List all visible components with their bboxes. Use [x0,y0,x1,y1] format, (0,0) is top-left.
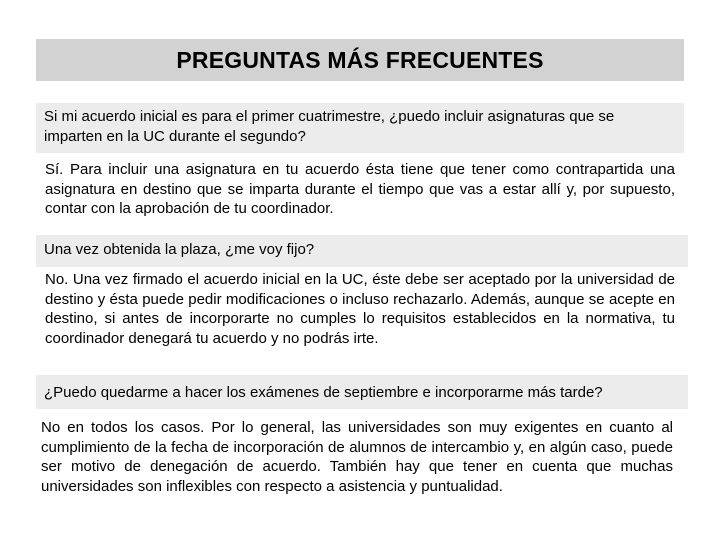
faq-answer-2-text: No. Una vez firmado el acuerdo inicial en la UC, éste debe ser aceptado por la universidad de destino y ésta puede pedir modificaciones o incluso rechazarlo. Además, aunque se acepte en destino, si antes de incorporarte no cumples lo requisitos establecidos en la normativa, tu coordinador denegará tu acuerdo y no podrás irte. [45,271,675,347]
faq-question-2 [36,235,688,267]
faq-question-1-text: Si mi acuerdo inicial es para el primer cuatrimestre, ¿puedo incluir asignaturas que se imparten en la UC durante el segundo? [44,108,615,145]
faq-answer-1-text: Sí. Para incluir una asignatura en tu acuerdo ésta tiene que tener como contrapartida una asignatura en destino que se imparta durante el tiempo que vas a estar allí y, por supuesto, contar con la aprobación de tu coordinador. [45,161,675,217]
title-banner [36,39,684,81]
page-title: PREGUNTAS MÁS FRECUENTES [176,46,544,73]
faq-question-3 [36,375,688,409]
faq-question-3-text: ¿Puedo quedarme a hacer los exámenes de septiembre e incorporarme más tarde? [44,384,603,401]
faq-question-1 [36,103,684,153]
faq-answer-3-text: No en todos los casos. Por lo general, las universidades son muy exigentes en cuanto al cumplimiento de la fecha de incorporación de alumnos de intercambio y, en algún caso, puede ser motivo de denegación de acuerdo. También hay que tener en cuenta que muchas universidades son inflexibles con respecto a asistencia y puntualidad. [41,419,673,495]
faq-question-2-text: Una vez obtenida la plaza, ¿me voy fijo? [44,241,315,258]
faq-answer-1 [45,160,675,219]
faq-answer-3 [41,418,673,496]
faq-answer-2 [45,270,675,348]
